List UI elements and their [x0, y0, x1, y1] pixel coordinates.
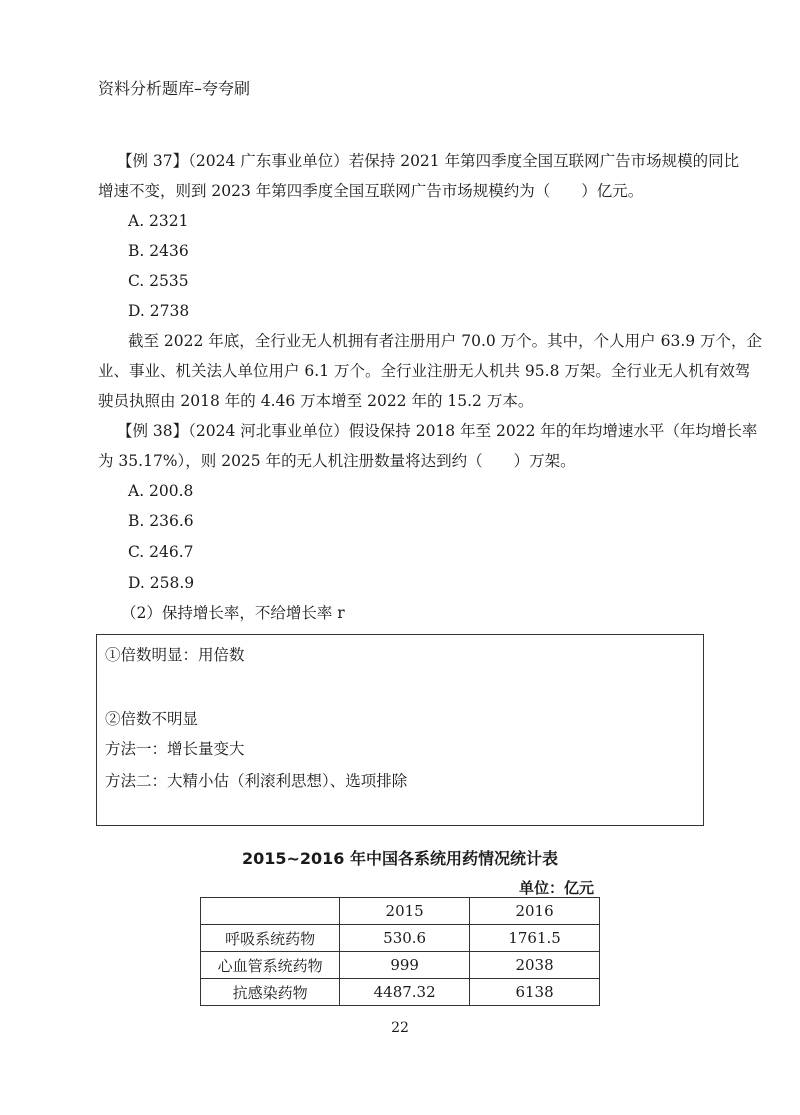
example-37-option-a: A. 2321: [128, 212, 189, 230]
example-38-option-c: C. 246.7: [128, 543, 194, 561]
example-37-question-line-1: 【例 37】（2024 广东事业单位）若保持 2021 年第四季度全国互联网广告市场规模的同比: [117, 152, 740, 170]
passage-line-2: 业、事业、机关法人单位用户 6.1 万个。全行业注册无人机共 95.8 万架。全行业无人机有效驾: [98, 362, 751, 380]
example-38-question-line-1: 【例 38】（2024 河北事业单位）假设保持 2018 年至 2022 年的年均增速水平（年均增长率: [117, 422, 758, 440]
note-line-4: 方法二：大精小估（利滚利思想）、选项排除: [105, 772, 408, 790]
example-38-option-b: B. 236.6: [128, 512, 194, 530]
example-38-option-d: D. 258.9: [128, 574, 195, 592]
passage-line-1: 截至 2022 年底，全行业无人机拥有者注册用户 70.0 万个。其中，个人用户 63.9 万个，企: [128, 332, 763, 350]
example-38-option-a: A. 200.8: [128, 482, 194, 500]
drug-statistics-table: [200, 897, 600, 1006]
value-cell-2016: 6138: [470, 979, 600, 1006]
page-header: 资料分析题库–夸夸刷: [98, 79, 251, 98]
table-row: [201, 925, 600, 952]
header-cell-2016: 2016: [470, 898, 600, 925]
header-cell-2015: 2015: [340, 898, 470, 925]
example-38-question-line-2: 为 35.17%），则 2025 年的无人机注册数量将达到约（ ）万架。: [98, 452, 576, 470]
value-cell-2015: 999: [340, 952, 470, 979]
table-header-row: [201, 898, 600, 925]
example-37-option-c: C. 2535: [128, 272, 189, 290]
table-title: 2015~2016 年中国各系统用药情况统计表: [241, 849, 559, 868]
method-note-box: [96, 634, 704, 826]
note-line-3: 方法一：增长量变大: [105, 740, 245, 758]
section-heading: （2）保持增长率，不给增长率 r: [121, 604, 345, 622]
row-label-cell: 抗感染药物: [201, 979, 340, 1006]
value-cell-2015: 4487.32: [340, 979, 470, 1006]
value-cell-2015: 530.6: [340, 925, 470, 952]
table-row: [201, 979, 600, 1006]
row-label-cell: 呼吸系统药物: [201, 925, 340, 952]
table-unit: 单位：亿元: [519, 879, 595, 897]
example-37-option-b: B. 2436: [128, 242, 189, 260]
example-37-question-line-2: 增速不变，则到 2023 年第四季度全国互联网广告市场规模约为（ ）亿元。: [98, 182, 644, 200]
row-label-cell: 心血管系统药物: [201, 952, 340, 979]
note-line-1: ①倍数明显：用倍数: [105, 646, 245, 664]
page-number: 22: [391, 1020, 409, 1036]
value-cell-2016: 2038: [470, 952, 600, 979]
passage-line-3: 驶员执照由 2018 年的 4.46 万本增至 2022 年的 15.2 万本。: [98, 392, 534, 410]
header-cell-blank: [201, 898, 340, 925]
example-37-option-d: D. 2738: [128, 302, 190, 320]
note-line-2: ②倍数不明显: [105, 710, 199, 728]
table-row: [201, 952, 600, 979]
value-cell-2016: 1761.5: [470, 925, 600, 952]
